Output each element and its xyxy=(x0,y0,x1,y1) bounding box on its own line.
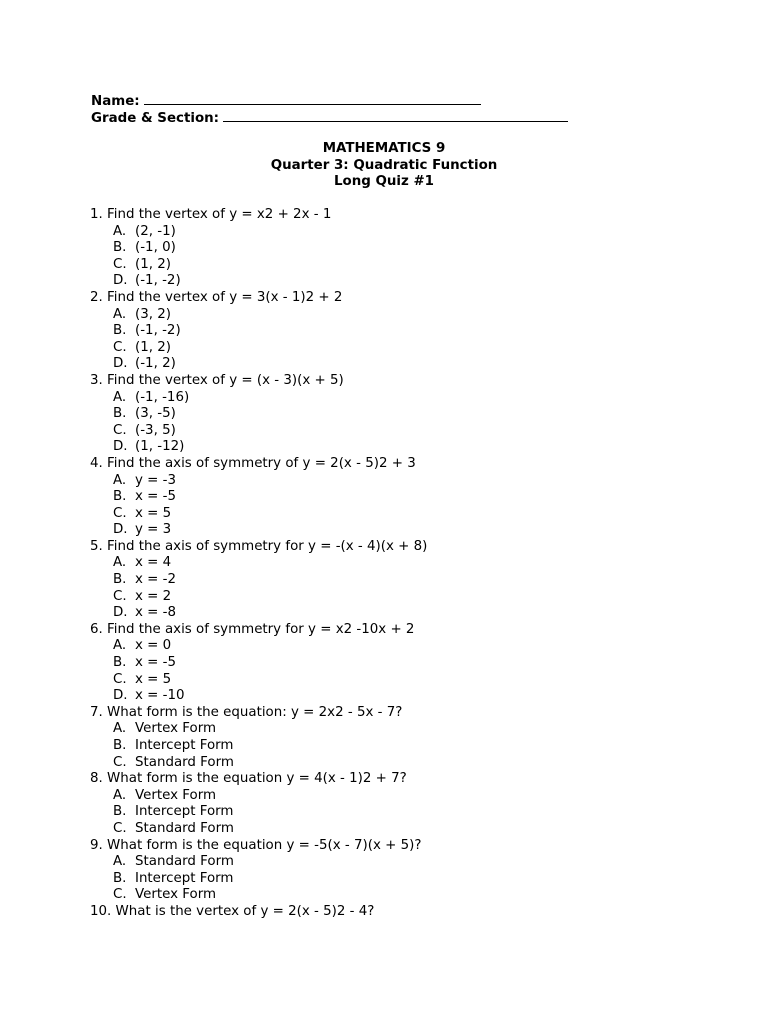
quiz-title-block xyxy=(0,141,768,191)
answer-choice xyxy=(90,738,710,755)
name-blank-line xyxy=(144,92,481,105)
question-text: 8. What form is the equation y = 4(x - 1)2 + 7? xyxy=(90,771,407,787)
choice-letter: A. xyxy=(113,854,127,870)
question-text: 3. Find the vertex of y = (x - 3)(x + 5) xyxy=(90,372,344,388)
choice-text: x = 4 xyxy=(135,555,172,571)
answer-choice xyxy=(90,257,710,274)
answer-choice xyxy=(90,307,710,324)
choice-letter: C. xyxy=(113,588,127,604)
choice-text: (3, 2) xyxy=(135,306,172,322)
choice-letter: C. xyxy=(113,505,127,521)
answer-choice xyxy=(90,688,710,705)
question-text: 9. What form is the equation y = -5(x - 7)(x + 5)? xyxy=(90,837,422,853)
answer-choice xyxy=(90,854,710,871)
choice-letter: D. xyxy=(113,439,128,455)
choice-text: (1, 2) xyxy=(135,256,172,272)
answer-choice xyxy=(90,522,710,539)
choice-letter: A. xyxy=(113,638,127,654)
choice-letter: C. xyxy=(113,887,127,903)
choice-letter: C. xyxy=(113,754,127,770)
question-text: 10. What is the vertex of y = 2(x - 5)2 - 4? xyxy=(90,903,375,919)
choice-letter: D. xyxy=(113,605,128,621)
choice-letter: A. xyxy=(113,787,127,803)
choice-text: x = 2 xyxy=(135,588,172,604)
name-field-row xyxy=(91,92,568,109)
choice-text: x = 5 xyxy=(135,671,172,687)
choice-letter: C. xyxy=(113,256,127,272)
choice-letter: D. xyxy=(113,356,128,372)
answer-choice xyxy=(90,423,710,440)
answer-choice xyxy=(90,506,710,523)
choice-text: x = -8 xyxy=(135,605,177,621)
choice-text: x = 0 xyxy=(135,638,172,654)
answer-choice xyxy=(90,439,710,456)
answer-choice xyxy=(90,240,710,257)
choice-text: Vertex Form xyxy=(135,787,217,803)
choice-letter: D. xyxy=(113,688,128,704)
choice-letter: B. xyxy=(113,655,127,671)
question-text: 6. Find the axis of symmetry for y = x2 -10x + 2 xyxy=(90,621,415,637)
choice-text: Vertex Form xyxy=(135,887,217,903)
question-text: 5. Find the axis of symmetry for y = -(x - 4)(x + 8) xyxy=(90,538,428,554)
answer-choice xyxy=(90,572,710,589)
choice-letter: A. xyxy=(113,472,127,488)
grade-section-blank-line xyxy=(223,109,568,122)
choice-letter: B. xyxy=(113,240,127,256)
quiz-title: Long Quiz #1 xyxy=(333,174,434,190)
choice-letter: C. xyxy=(113,339,127,355)
answer-choice xyxy=(90,804,710,821)
choice-text: (-1, 0) xyxy=(135,240,176,256)
choice-text: (-1, -16) xyxy=(135,389,190,405)
choice-text: (-1, -2) xyxy=(135,273,181,289)
question-text: 2. Find the vertex of y = 3(x - 1)2 + 2 xyxy=(90,289,343,305)
answer-choice xyxy=(90,721,710,738)
choice-letter: A. xyxy=(113,223,127,239)
answer-choice xyxy=(90,755,710,772)
choice-text: Standard Form xyxy=(135,820,234,836)
question-list xyxy=(90,207,710,921)
answer-choice xyxy=(90,672,710,689)
choice-letter: D. xyxy=(113,273,128,289)
choice-text: Intercept Form xyxy=(135,738,234,753)
choice-text: x = -5 xyxy=(135,655,177,671)
grade-section-field-row xyxy=(91,109,568,126)
answer-choice xyxy=(90,406,710,423)
choice-letter: B. xyxy=(113,804,127,820)
choice-text: Vertex Form xyxy=(135,721,217,737)
choice-letter: B. xyxy=(113,870,127,886)
choice-text: x = -10 xyxy=(135,688,185,704)
answer-choice xyxy=(90,340,710,357)
choice-text: Intercept Form xyxy=(135,870,234,886)
choice-letter: D. xyxy=(113,522,128,538)
choice-text: x = -2 xyxy=(135,572,177,588)
choice-letter: B. xyxy=(113,323,127,339)
answer-choice xyxy=(90,638,710,655)
choice-letter: A. xyxy=(113,721,127,737)
choice-text: Standard Form xyxy=(135,854,234,870)
choice-text: (2, -1) xyxy=(135,223,176,239)
answer-choice xyxy=(90,390,710,407)
choice-letter: B. xyxy=(113,738,127,753)
answer-choice xyxy=(90,356,710,373)
choice-letter: A. xyxy=(113,306,127,322)
choice-text: Intercept Form xyxy=(135,804,234,820)
name-label: Name: xyxy=(91,94,140,109)
answer-choice xyxy=(90,887,710,904)
choice-text: (-3, 5) xyxy=(135,422,176,438)
choice-text: (3, -5) xyxy=(135,406,176,422)
grade-section-label: Grade & Section: xyxy=(91,110,220,126)
subject-title: MATHEMATICS 9 xyxy=(322,141,446,156)
choice-text: (1, -12) xyxy=(135,439,185,455)
choice-letter: B. xyxy=(113,572,127,588)
choice-text: (-1, 2) xyxy=(135,356,176,372)
answer-choice xyxy=(90,605,710,622)
answer-choice xyxy=(90,473,710,490)
choice-text: (1, 2) xyxy=(135,339,172,355)
choice-letter: A. xyxy=(113,555,127,571)
choice-letter: B. xyxy=(113,489,127,505)
answer-choice xyxy=(90,224,710,241)
choice-letter: A. xyxy=(113,389,127,405)
choice-text: Standard Form xyxy=(135,754,234,770)
choice-text: y = -3 xyxy=(135,472,177,488)
choice-text: x = -5 xyxy=(135,489,177,505)
answer-choice xyxy=(90,323,710,340)
choice-text: (-1, -2) xyxy=(135,323,181,339)
answer-choice xyxy=(90,788,710,805)
answer-choice xyxy=(90,489,710,506)
choice-text: x = 5 xyxy=(135,505,172,521)
question-text: 4. Find the axis of symmetry of y = 2(x - 5)2 + 3 xyxy=(90,455,416,471)
choice-letter: C. xyxy=(113,820,127,836)
answer-choice xyxy=(90,871,710,888)
choice-letter: B. xyxy=(113,406,127,422)
student-info-header xyxy=(91,92,568,125)
choice-letter: C. xyxy=(113,671,127,687)
answer-choice xyxy=(90,555,710,572)
question-text: 7. What form is the equation: y = 2x2 - 5x - 7? xyxy=(90,704,403,720)
answer-choice xyxy=(90,655,710,672)
choice-letter: C. xyxy=(113,422,127,438)
answer-choice xyxy=(90,273,710,290)
choice-text: y = 3 xyxy=(135,522,172,538)
answer-choice xyxy=(90,821,710,838)
answer-choice xyxy=(90,589,710,606)
quarter-title: Quarter 3: Quadratic Function xyxy=(270,157,498,173)
question-text: 1. Find the vertex of y = x2 + 2x - 1 xyxy=(90,207,332,222)
